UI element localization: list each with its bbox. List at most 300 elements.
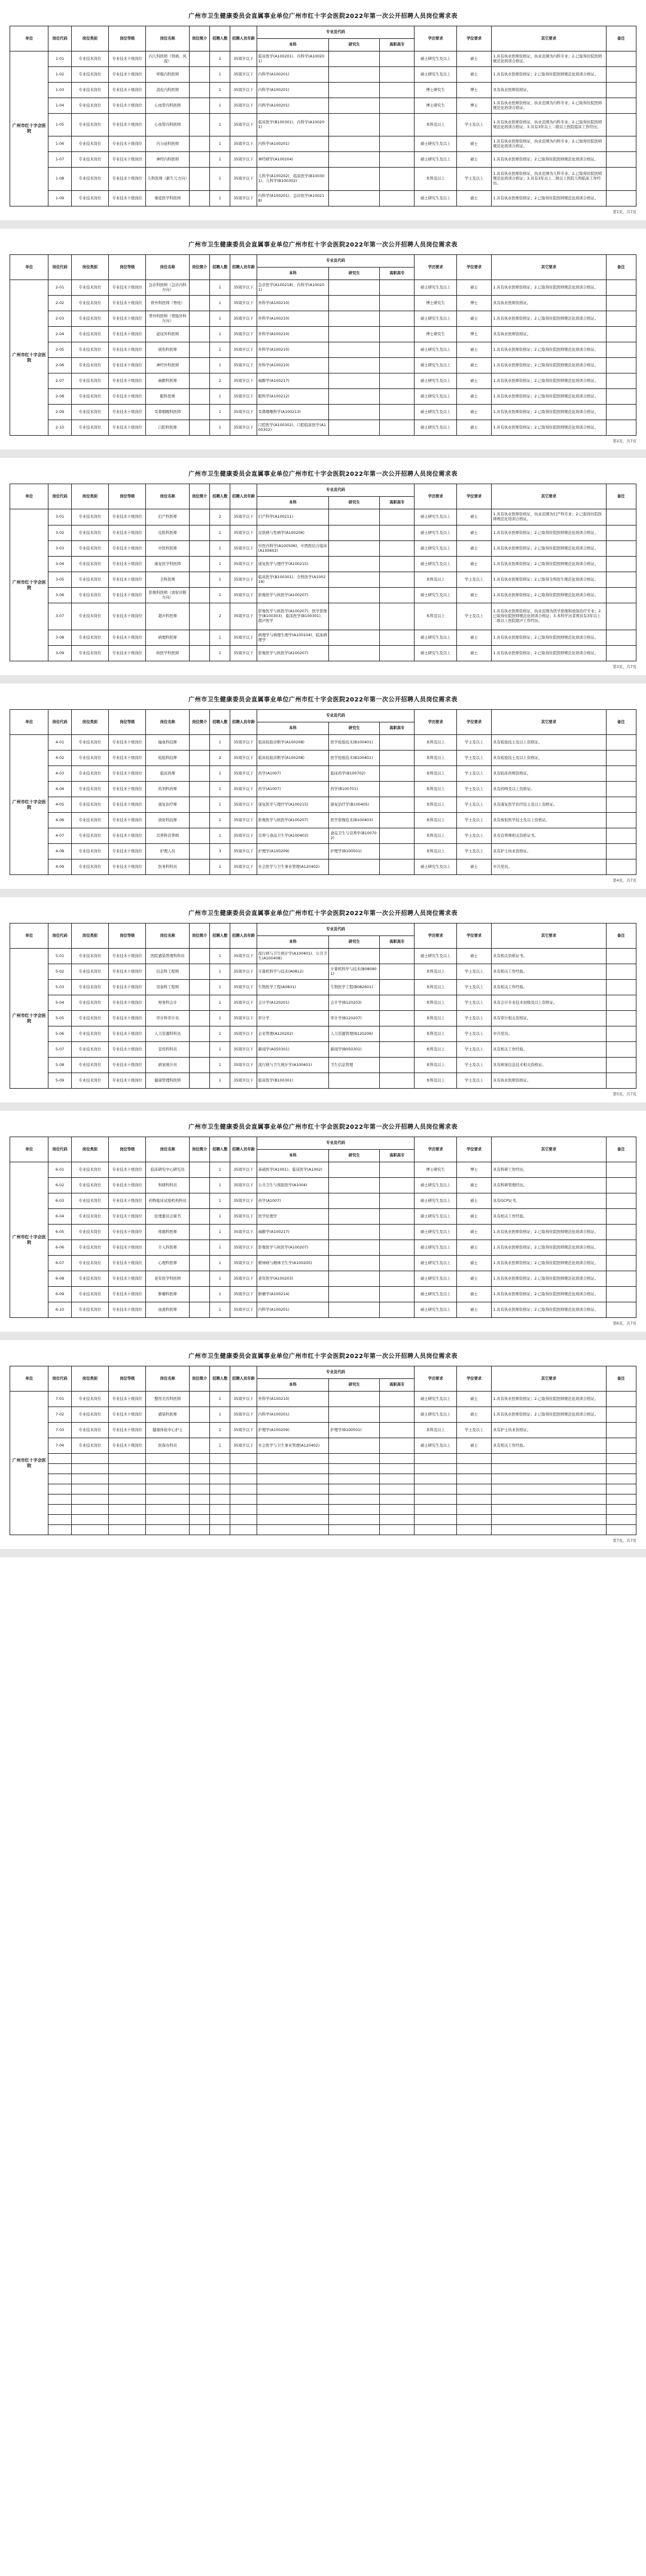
job-count: 1 [210,114,230,136]
job-count: 1 [210,797,230,813]
degree-req: 学士及以上 [456,751,491,766]
major-bachelor [329,98,380,114]
header-education: 学历要求 [415,26,456,51]
job-age: 35周岁以下 [230,67,257,83]
document-page [0,897,646,1111]
job-age: 35周岁以下 [230,311,257,327]
major-college [380,1256,415,1271]
job-age: 35周岁以下 [230,420,257,436]
job-code: 7-01 [48,1392,71,1407]
job-duty [189,1073,209,1089]
job-code: 3-05 [48,572,71,588]
job-name: 老年医学科医师 [146,1271,189,1287]
job-duty [189,136,209,152]
job-age: 35周岁以下 [230,797,257,813]
document-page [0,0,646,229]
major-bachelor [329,152,380,168]
major-college [380,541,415,557]
blank-cell [189,1505,209,1515]
major-master: 临床检验诊断学(A100208) [257,751,329,766]
blank-cell [189,1525,209,1535]
blank-cell [146,1474,189,1484]
table-row [10,646,636,661]
degree-req: 硕士 [456,1240,491,1256]
blank-cell [492,1464,606,1474]
job-duty [189,588,209,603]
job-code: 3-03 [48,541,71,557]
other-req: 1.具有执业医师资格证，执业范围为儿科专业；2.已取得住院医师规范化培训合格证；3.具有3年以上二级以上医院儿科临床工作经历。 [492,168,606,191]
table-row [10,1302,636,1318]
other-req: 具有执业医师资格证。 [492,1073,606,1089]
table-row [10,828,636,844]
major-master: 护理学(A100209) [257,844,329,859]
degree-req: 学士及以上 [456,964,491,980]
degree-req: 硕士 [456,859,491,875]
page-title: 广州市卫生健康委员会直属事业单位广州市红十字会医院2022年第一次公开招聘人员岗位需求表 [188,910,458,917]
other-req: 1.具有执业医师资格证，执业范围为妇产科专业；2.已取得住院医师规范化培训合格证。 [492,509,606,525]
major-bachelor [329,373,380,389]
education-req: 硕士研究生及以上 [415,1438,456,1454]
remark [606,191,636,206]
job-type: 专业技术岗位 [71,766,108,782]
header-count: 招聘人数 [210,1137,230,1162]
page-title: 广州市卫生健康委员会直属事业单位广州市红十字会医院2022年第一次公开招聘人员岗位需求表 [188,1124,458,1131]
job-level: 专业技术十级岗位 [109,995,146,1011]
job-name: 儿科医师（新生儿方向） [146,168,189,191]
job-age: 35周岁以下 [230,1271,257,1287]
header-major-group: 专业及代码 [257,26,415,39]
education-req: 本科及以上 [415,735,456,751]
job-level: 专业技术十级岗位 [109,1042,146,1058]
degree-req: 硕士 [456,1256,491,1271]
job-age: 35周岁以下 [230,83,257,98]
header-unit: 单位 [10,26,48,51]
header-master: 研究生 [329,722,380,735]
job-level: 专业技术十级岗位 [109,1407,146,1423]
job-age: 35周岁以下 [230,1240,257,1256]
job-level: 专业技术十级岗位 [109,1209,146,1225]
major-master: 中医内科学(A100506)、中西医结合临床(A100602) [257,541,329,557]
remark [606,630,636,646]
job-age: 35周岁以下 [230,630,257,646]
other-req: 1.具有执业医师资格证；2.已取得住院医师规范化培训合格证。 [492,405,606,420]
job-count: 1 [210,557,230,572]
job-code: 6-09 [48,1287,71,1302]
blank-cell [380,1464,415,1474]
job-level: 专业技术十级岗位 [109,572,146,588]
job-count: 1 [210,964,230,980]
remark [606,152,636,168]
job-age: 35周岁以下 [230,51,257,67]
job-duty [189,1287,209,1302]
header-remark: 备注 [606,484,636,509]
header-major-group: 专业及代码 [257,710,415,722]
major-master: 医学伦理学 [257,1209,329,1225]
other-req: 1.具有执业医师资格证；2.已取得住院医师规范化培训合格证。 [492,191,606,206]
job-duty [189,311,209,327]
major-college [380,342,415,358]
job-level: 专业技术十级岗位 [109,280,146,296]
remark [606,1392,636,1407]
job-age: 35周岁以下 [230,1011,257,1026]
major-bachelor [329,1240,380,1256]
degree-req: 博士 [456,98,491,114]
job-age: 35周岁以下 [230,405,257,420]
job-duty [189,1193,209,1209]
blank-cell [71,1454,108,1464]
degree-req: 硕士 [456,949,491,964]
job-duty [189,1011,209,1026]
table-row [10,735,636,751]
education-req: 博士研究生 [415,296,456,311]
table-row [10,83,636,98]
job-code: 2-03 [48,311,71,327]
job-code: 5-04 [48,995,71,1011]
major-college [380,949,415,964]
blank-cell [606,1464,636,1474]
education-req: 硕士研究生及以上 [415,1302,456,1318]
table-row [10,1240,636,1256]
job-count: 1 [210,735,230,751]
major-bachelor: 医学影像技术(B100403) [329,813,380,828]
table-row [10,280,636,296]
blank-cell [210,1484,230,1494]
job-duty [189,557,209,572]
major-master: 公共卫生与预防医学(A1004) [257,1178,329,1193]
education-req: 硕士研究生及以上 [415,949,456,964]
job-type: 专业技术岗位 [71,588,108,603]
other-req: 具有会计专业技术初级及以上资格证。 [492,995,606,1011]
major-bachelor [329,67,380,83]
major-master: 口腔医学(A100302)、口腔临床医学(A100302) [257,420,329,436]
header-age: 招聘人员年龄 [230,1366,257,1392]
header-major-group: 专业及代码 [257,484,415,497]
job-age: 35周岁以下 [230,646,257,661]
job-name: 人力资源科科员 [146,1026,189,1042]
job-count: 1 [210,389,230,405]
table-row [10,964,636,980]
major-college [380,1209,415,1225]
major-bachelor [329,630,380,646]
remark [606,67,636,83]
blank-cell [606,1474,636,1484]
major-master: 药学(A1007) [257,766,329,782]
major-master: 麻醉学(A100217) [257,1225,329,1240]
job-type: 专业技术岗位 [71,1256,108,1271]
remark [606,311,636,327]
job-code: 5-08 [48,1058,71,1073]
degree-req: 学士及以上 [456,114,491,136]
header-type: 岗位类别 [71,484,108,509]
remark [606,964,636,980]
job-code: 5-09 [48,1073,71,1089]
job-age: 35周岁以下 [230,766,257,782]
header-name: 岗位名称 [146,1137,189,1162]
job-level: 专业技术十级岗位 [109,98,146,114]
other-req: 具有营养师相关资格证书。 [492,828,606,844]
table-row [10,51,636,67]
major-college [380,844,415,859]
education-req: 硕士研究生及以上 [415,1392,456,1407]
header-count: 招聘人数 [210,710,230,735]
header-master: 研究生 [329,936,380,949]
job-name: 消化内科医师 [146,83,189,98]
job-count: 1 [210,1011,230,1026]
education-req: 硕士研究生及以上 [415,588,456,603]
unit-cell: 广州市红十字会医院 [10,51,48,206]
header-name: 岗位名称 [146,1366,189,1392]
job-duty [189,980,209,995]
header-unit: 单位 [10,710,48,735]
major-bachelor [329,1209,380,1225]
job-code: 7-02 [48,1407,71,1423]
major-master: 流行病与卫生统计学(A100401) [257,1058,329,1073]
table-row [10,541,636,557]
job-type: 专业技术岗位 [71,828,108,844]
job-name: 烧伤科医师 [146,342,189,358]
job-type: 专业技术岗位 [71,859,108,875]
job-type: 专业技术岗位 [71,1225,108,1240]
header-level: 岗位等级 [109,255,146,280]
education-req: 博士研究生 [415,327,456,342]
other-req: 具有护士执业资格证。 [492,1423,606,1438]
job-age: 35周岁以下 [230,949,257,964]
page-number: 第6页，共7页 [613,1322,636,1326]
job-count: 1 [210,859,230,875]
major-college [380,1225,415,1240]
blank-cell [329,1525,380,1535]
major-college [380,525,415,541]
major-master: 临床医学(B100301) [257,1073,329,1089]
remark [606,1271,636,1287]
job-duty [189,844,209,859]
major-master: 生物医学工程(A0831) [257,980,329,995]
blank-cell [606,1484,636,1494]
major-bachelor: 计算机科学与技术(B080901) [329,964,380,980]
other-req: 具有临床药师资格证。 [492,766,606,782]
table-row [10,751,636,766]
blank-cell [606,1515,636,1525]
page-number: 第1页，共7页 [613,210,636,214]
major-master: 社会医学与卫生事业管理(A120402) [257,1438,329,1454]
job-count: 1 [210,572,230,588]
job-code: 3-09 [48,646,71,661]
job-type: 专业技术岗位 [71,83,108,98]
job-count: 1 [210,766,230,782]
job-count: 2 [210,751,230,766]
major-college [380,646,415,661]
major-college [380,1438,415,1454]
remark [606,420,636,436]
job-type: 专业技术岗位 [71,572,108,588]
job-count: 1 [210,630,230,646]
education-req: 硕士研究生及以上 [415,1256,456,1271]
job-duty [189,1271,209,1287]
job-type: 专业技术岗位 [71,373,108,389]
job-count: 1 [210,1162,230,1178]
remark [606,813,636,828]
job-duty [189,603,209,630]
table-row [10,389,636,405]
blank-cell [71,1464,108,1474]
remark [606,1178,636,1193]
job-level: 专业技术十级岗位 [109,358,146,373]
job-count: 1 [210,98,230,114]
major-bachelor [329,296,380,311]
job-count: 1 [210,1058,230,1073]
job-code: 1-01 [48,51,71,67]
major-master: 护理学(A100209) [257,1423,329,1438]
degree-req: 硕士 [456,373,491,389]
blank-row [10,1494,636,1505]
major-bachelor: 食品卫生与营养学(B100702) [329,828,380,844]
job-age: 35周岁以下 [230,603,257,630]
degree-req: 硕士 [456,358,491,373]
blank-cell [146,1515,189,1525]
major-college [380,327,415,342]
job-duty [189,1407,209,1423]
blank-cell [492,1494,606,1505]
blank-cell [48,1505,71,1515]
job-age: 35周岁以下 [230,296,257,311]
major-master: 麻醉学(A100217) [257,373,329,389]
blank-cell [257,1484,329,1494]
job-type: 专业技术岗位 [71,1407,108,1423]
job-code: 4-01 [48,735,71,751]
job-count: 1 [210,342,230,358]
job-code: 3-01 [48,509,71,525]
job-age: 35周岁以下 [230,859,257,875]
degree-req: 硕士 [456,541,491,557]
header-unit: 单位 [10,484,48,509]
degree-req: 硕士 [456,1302,491,1318]
header-type: 岗位类别 [71,1366,108,1392]
degree-req: 硕士 [456,389,491,405]
remark [606,588,636,603]
major-master: 外科学(A100210) [257,311,329,327]
major-master: 影像医学与核医学(A100207) [257,588,329,603]
document-page [0,684,646,897]
job-type: 专业技术岗位 [71,296,108,311]
major-bachelor [329,1392,380,1407]
major-bachelor [329,1271,380,1287]
header-level: 岗位等级 [109,1137,146,1162]
job-count: 2 [210,603,230,630]
job-duty [189,828,209,844]
table-row [10,1162,636,1178]
other-req: 1.具有执业医师资格证；2.已取得住院医师规范化培训合格证。 [492,1240,606,1256]
job-name: 医务科科员 [146,859,189,875]
header-other: 其它要求 [492,484,606,509]
education-req: 硕士研究生及以上 [415,136,456,152]
job-age: 35周岁以下 [230,541,257,557]
job-count: 1 [210,828,230,844]
major-college [380,1073,415,1089]
header-level: 岗位等级 [109,1366,146,1392]
job-code: 7-04 [48,1438,71,1454]
job-level: 专业技术十级岗位 [109,1271,146,1287]
job-name: 疼痛科医师 [146,1225,189,1240]
header-master: 研究生 [329,497,380,509]
major-college [380,83,415,98]
major-master: 康复医学与理疗学(A100215) [257,797,329,813]
other-req: 具有相关工作经验。 [492,1209,606,1225]
job-duty [189,152,209,168]
remark [606,949,636,964]
other-req: 1.具有执业医师资格证；2.已取得住院医师规范化培训合格证。 [492,1271,606,1287]
blank-cell [380,1474,415,1484]
remark [606,342,636,358]
job-age: 35周岁以下 [230,98,257,114]
job-count: 1 [210,1302,230,1318]
job-duty [189,280,209,296]
job-count: 1 [210,191,230,206]
header-degree: 学位要求 [456,710,491,735]
major-master: 眼科学(A100212) [257,389,329,405]
job-level: 专业技术十级岗位 [109,1256,146,1271]
job-duty [189,98,209,114]
major-bachelor: 临床药学(B100702) [329,766,380,782]
blank-cell [415,1484,456,1494]
degree-req: 硕士 [456,1193,491,1209]
major-master: 康复医学与理疗学(A100215) [257,557,329,572]
major-master: 药学(A1007) [257,782,329,797]
education-req: 硕士研究生及以上 [415,67,456,83]
job-count: 1 [210,525,230,541]
page-number: 第4页，共7页 [613,879,636,883]
remark [606,280,636,296]
job-duty [189,797,209,813]
header-education: 学历要求 [415,924,456,949]
job-code: 6-01 [48,1162,71,1178]
header-remark: 备注 [606,255,636,280]
job-duty [189,1302,209,1318]
major-bachelor [329,420,380,436]
education-req: 本科及以上 [415,828,456,844]
job-type: 专业技术岗位 [71,603,108,630]
blank-cell [492,1474,606,1484]
job-duty [189,813,209,828]
unit-cell: 广州市红十字会医院 [10,1392,48,1535]
major-bachelor [329,327,380,342]
job-level: 专业技术十级岗位 [109,1026,146,1042]
major-college [380,509,415,525]
table-row [10,1256,636,1271]
major-college [380,1026,415,1042]
job-name: 营养科营养师 [146,828,189,844]
other-req: 具有相关工作经验。 [492,1042,606,1058]
job-count: 1 [210,311,230,327]
remark [606,1438,636,1454]
education-req: 本科及以上 [415,995,456,1011]
header-age: 招聘人员年龄 [230,255,257,280]
major-master: 耳鼻咽喉科学(A100213) [257,405,329,420]
major-college [380,420,415,436]
major-bachelor [329,1178,380,1193]
job-age: 35周岁以下 [230,1392,257,1407]
job-type: 专业技术岗位 [71,98,108,114]
blank-row [10,1454,636,1464]
header-count: 招聘人数 [210,255,230,280]
header-remark: 备注 [606,1366,636,1392]
job-age: 35周岁以下 [230,828,257,844]
job-table [10,1137,636,1318]
job-duty [189,358,209,373]
table-row [10,797,636,813]
blank-cell [456,1494,491,1505]
major-master: 外科学(A100210) [257,358,329,373]
job-level: 专业技术十级岗位 [109,373,146,389]
